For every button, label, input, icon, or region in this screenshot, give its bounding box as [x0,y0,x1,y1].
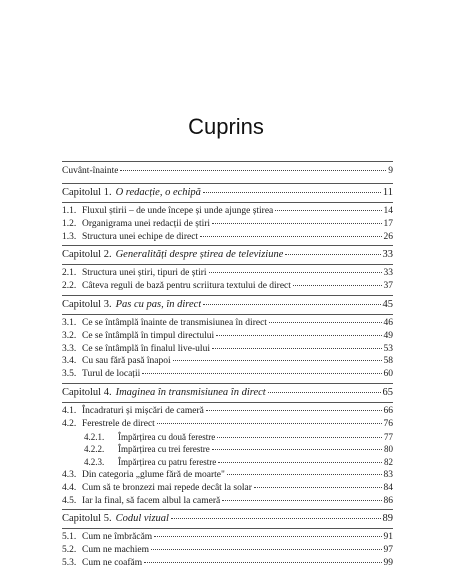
section-entry[interactable] [62,494,393,508]
page-number: 33 [383,268,393,279]
chapter-title: Imaginea în transmisiunea în direct [115,387,266,398]
entry-label: Ferestrele de direct [82,418,155,429]
divider [62,528,393,529]
divider [62,264,393,265]
section-number: 4.4. [62,482,77,493]
section-number: 2.2. [62,281,77,292]
dot-leader [151,548,381,550]
entry-label: Câteva reguli de bază pentru scriitura textului de direct [82,281,291,292]
entry-label: Încadraturi și mișcări de cameră [82,406,204,416]
page-number: 45 [382,299,393,310]
entry-label: Iar la final, să facem albul la cameră [82,495,221,506]
entry-label: Cum să te bronzezi mai repede decât la solar [82,482,252,493]
dot-leader [275,209,381,211]
section-number: 4.2.1. [84,431,105,442]
dot-leader [144,561,381,563]
entry-label: Cum ne îmbrăcăm [82,532,153,543]
entry-label: Structura unei echipe de direct [82,231,199,242]
section-entry[interactable] [62,279,393,293]
entry-label: Cu sau fără pasă înapoi [82,356,171,367]
chapter-entry[interactable] [62,248,393,262]
section-number: 4.5. [62,495,77,506]
dot-leader [293,284,382,286]
divider [62,383,393,384]
page-title: Cuprins [188,114,264,139]
section-number: 3.1. [62,318,77,328]
entry-label: Structura unei știri, tipuri de știri [82,268,207,279]
section-entry[interactable] [62,164,393,178]
page-number: 76 [383,418,393,429]
dot-leader [218,461,382,463]
section-number: 1.2. [62,218,77,229]
page-number: 46 [383,318,393,328]
dot-leader [203,303,380,305]
dot-leader [268,391,381,393]
page-number: 58 [383,356,393,367]
entry-label: Cum ne coafăm [82,558,143,568]
page-number: 82 [384,457,393,468]
section-number: 5.1. [62,532,77,543]
divider [62,245,393,246]
page-number: 17 [383,218,393,229]
page-number: 65 [382,387,393,398]
chapter-prefix: Capitolul 4. [62,387,112,398]
entry-label: Fluxul știrii – de unde începe și unde ajunge știrea [82,206,274,216]
dot-leader [206,409,382,411]
dot-leader [203,191,381,193]
page-number: 53 [383,343,393,354]
page-number: 84 [383,482,393,493]
entry-label: Ce se întâmplă înainte de transmisiunea în direct [82,318,267,328]
dot-leader [173,359,382,361]
page-number: 37 [383,281,393,292]
section-number: 5.3. [62,558,77,568]
dot-leader [154,535,381,537]
chapter-title: Pas cu pas, în direct [115,299,202,310]
dot-leader [142,372,381,374]
section-entry[interactable] [62,230,393,244]
page-number: 83 [383,470,393,480]
dot-leader [285,253,380,255]
page-number: 80 [384,444,393,455]
page-number: 9 [388,166,393,176]
entry-label [62,186,201,200]
entry-label: Cuvânt-înainte [62,166,119,176]
chapter-entry[interactable] [62,512,393,526]
chapter-prefix: Capitolul 2. [62,249,112,261]
section-number: 3.4. [62,356,77,367]
entry-label: Ce se întâmplă în timpul directului [82,330,215,341]
page-number: 14 [383,206,393,216]
section-number: 4.1. [62,406,77,416]
page-number: 60 [383,369,393,380]
entry-label: Turul de locații [82,369,141,380]
dot-leader [171,517,381,519]
chapter-prefix: Capitolul 3. [62,299,112,310]
section-number: 4.3. [62,470,77,480]
page-number: 11 [382,187,393,198]
page-number: 77 [384,431,393,442]
dot-leader [120,169,386,171]
dot-leader [157,422,382,424]
dot-leader [217,436,382,438]
section-number: 4.2. [62,418,77,429]
dot-leader [269,321,382,323]
section-number: 4.2.3. [84,457,105,468]
dot-leader [216,334,381,336]
page-number: 86 [383,495,393,506]
dot-leader [212,347,382,349]
divider [62,509,393,510]
entry-label [62,512,169,526]
divider [62,161,393,162]
page-number: 49 [383,330,393,341]
entry-label: Ce se întâmplă în finalul live-ului [82,343,210,354]
section-number: 4.2.2. [84,444,105,455]
page-number: 26 [383,231,393,242]
divider [62,402,393,403]
section-entry[interactable] [62,556,393,570]
chapter-entry[interactable] [62,298,393,312]
chapter-entry[interactable] [62,186,393,200]
page-number: 99 [383,558,393,568]
section-entry[interactable] [62,367,393,381]
dot-leader [212,222,381,224]
dot-leader [209,271,382,273]
entry-label [62,386,266,400]
divider [62,314,393,315]
entry-label: Cum ne machiem [82,545,150,556]
entry-label: Organigrama unei redacții de știri [82,218,211,229]
page-number: 97 [383,545,393,556]
chapter-entry[interactable] [62,386,393,400]
section-number: 3.2. [62,330,77,341]
divider [62,183,393,184]
dot-leader [227,473,382,475]
section-number: 1.3. [62,231,77,242]
section-number: 3.5. [62,369,77,380]
page-number: 89 [382,513,393,525]
entry-label: Împărțirea cu patru ferestre [118,457,217,468]
divider [62,295,393,296]
section-number: 3.3. [62,343,77,354]
section-number: 2.1. [62,268,77,279]
page-number: 66 [383,406,393,416]
dot-leader [200,235,381,237]
entry-label: Din categoria „glume fără de moarte" [82,470,225,480]
chapter-prefix: Capitolul 5. [62,513,112,525]
chapter-prefix: Capitolul 1. [62,187,112,198]
entry-label: Împărțirea cu trei ferestre [118,444,210,455]
section-number: 1.1. [62,206,77,216]
entry-label [62,248,283,262]
dot-leader [254,486,382,488]
divider [62,202,393,203]
chapter-title: Codul vizual [115,513,169,525]
dot-leader [212,448,382,450]
entry-label [62,298,201,312]
page-number: 33 [382,249,393,261]
section-number: 5.2. [62,545,77,556]
page-number: 91 [383,532,393,543]
dot-leader [222,499,381,501]
chapter-title: O redacție, o echipă [115,187,201,198]
entry-label: Împărțirea cu două ferestre [118,431,216,442]
chapter-title: Generalități despre știrea de televiziune [115,249,284,261]
